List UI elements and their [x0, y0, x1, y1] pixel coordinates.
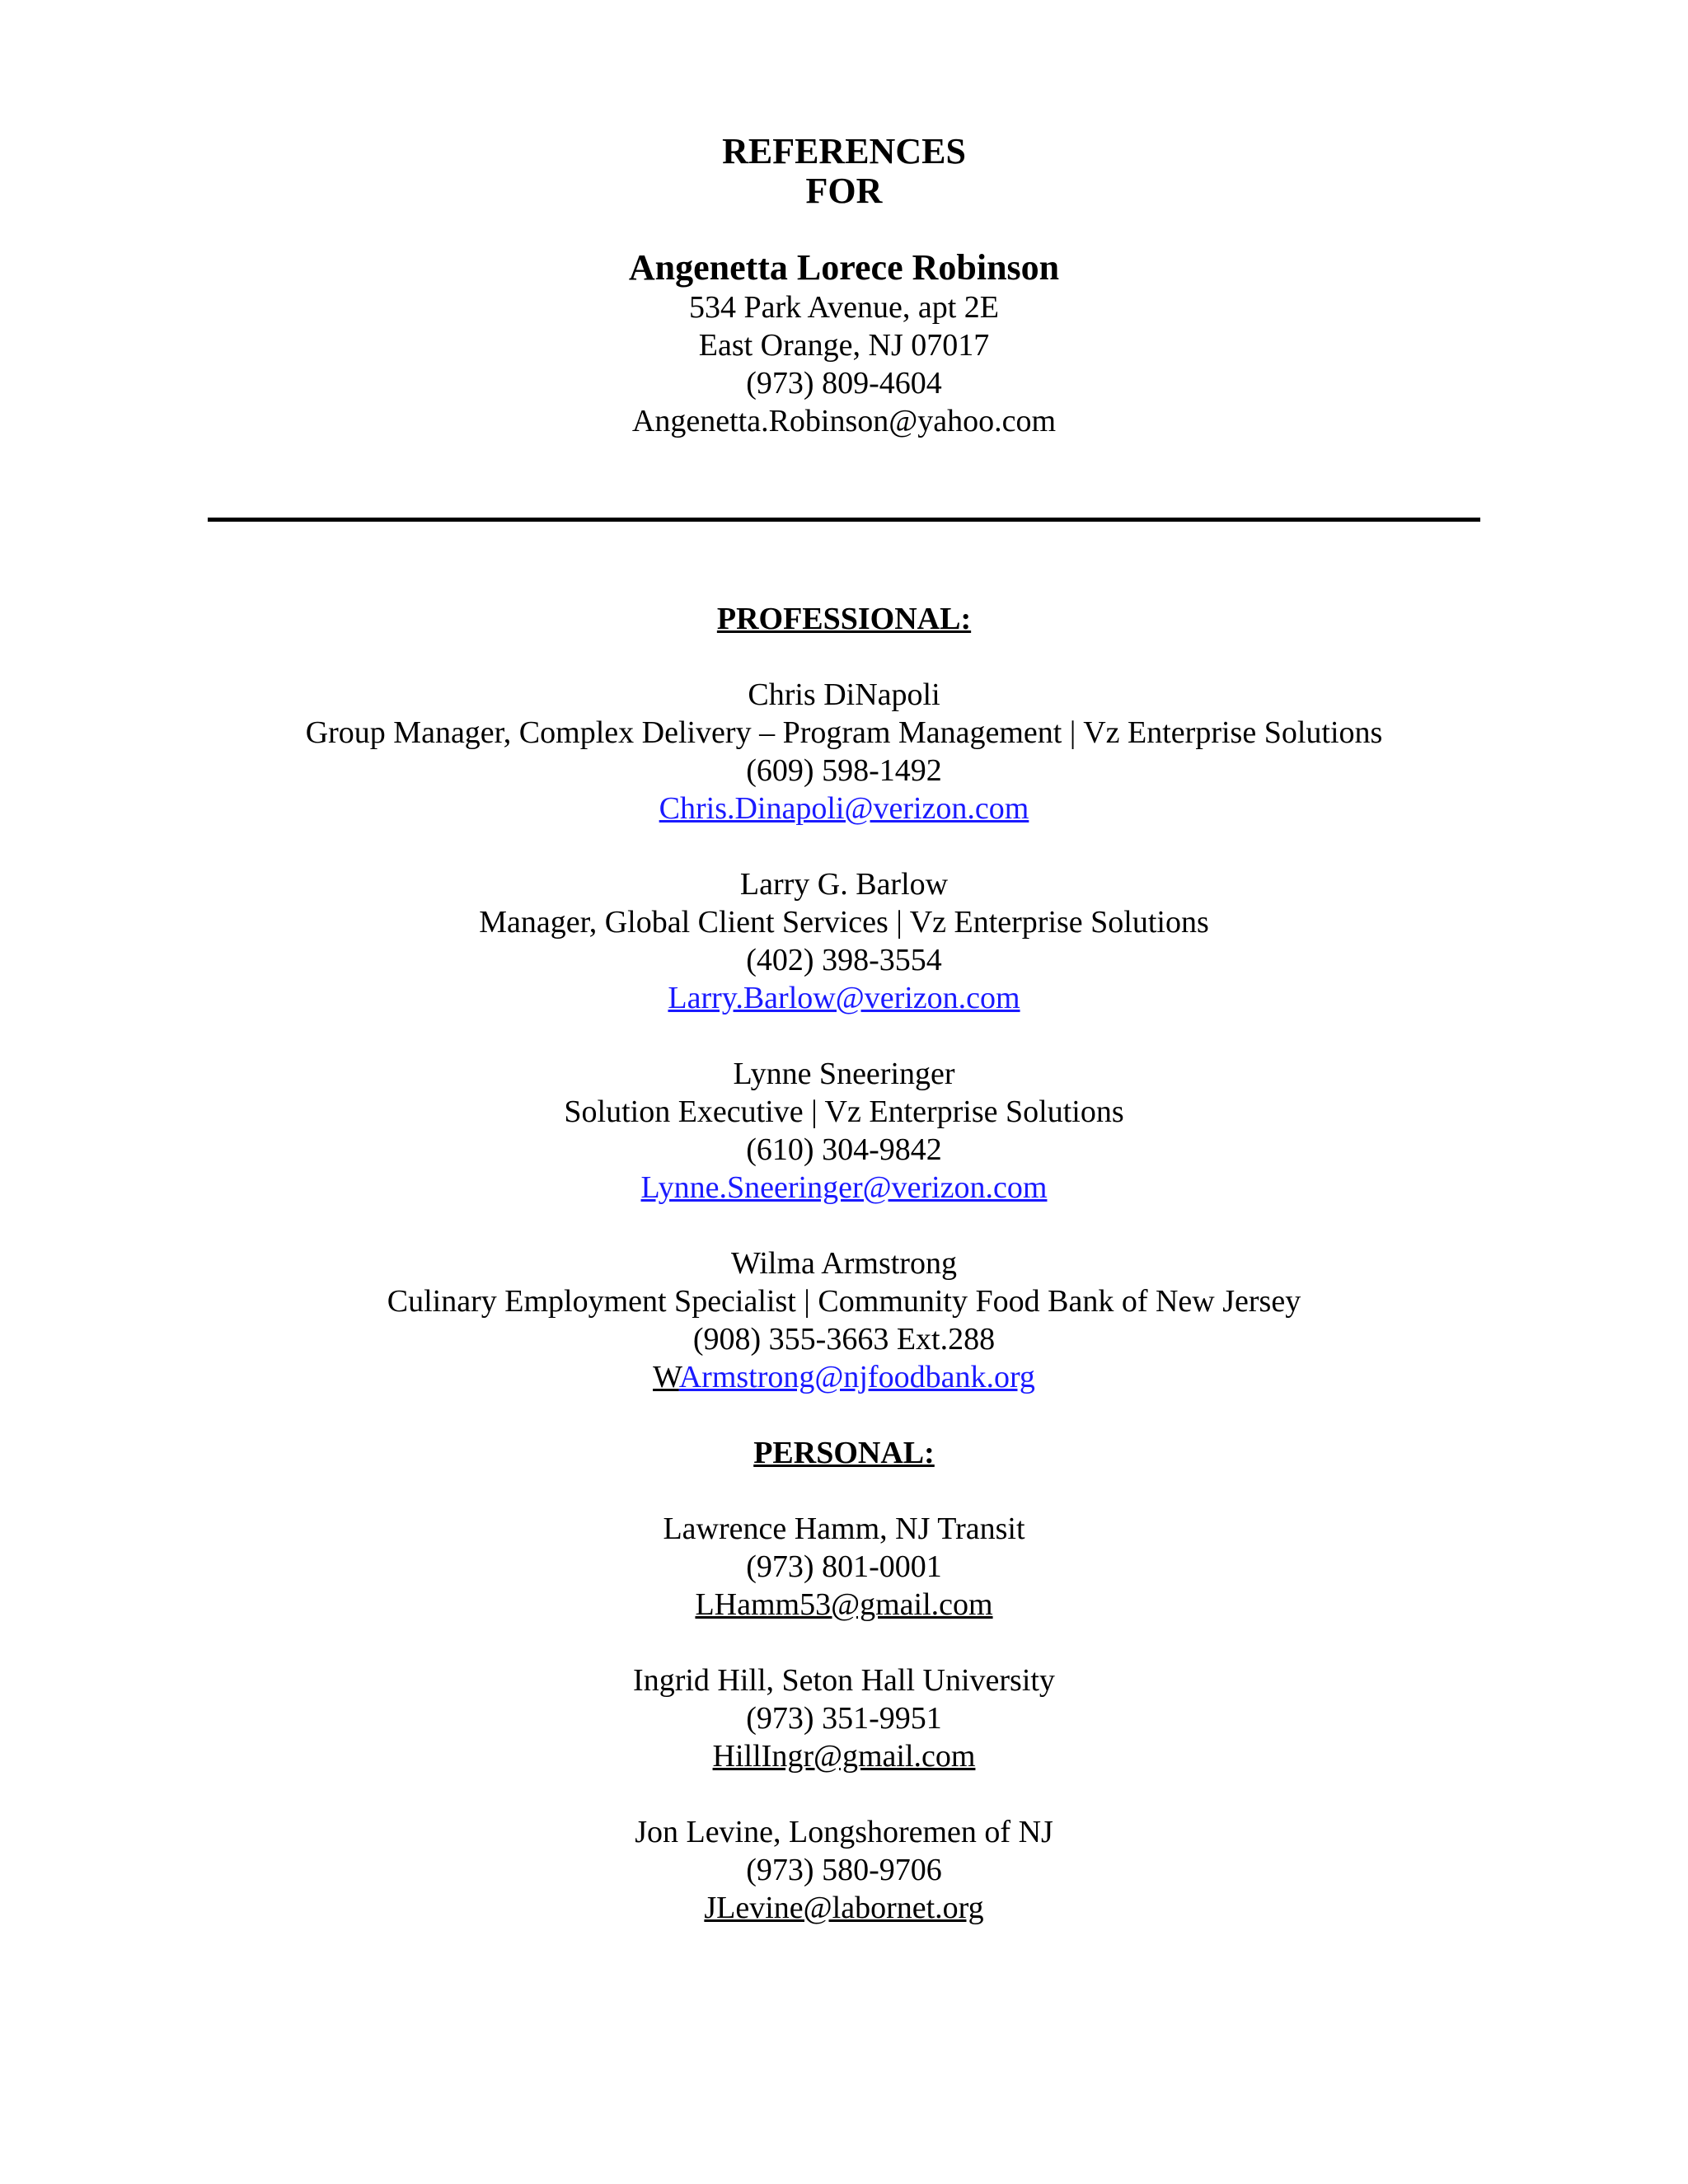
reference-email-link[interactable] — [0, 1358, 1688, 1396]
reference-phone: (973) 801-0001 — [746, 1549, 942, 1584]
references-body — [0, 600, 1688, 1927]
reference-email-rest[interactable]: Armstrong@njfoodbank.org — [678, 1360, 1035, 1394]
reference-name: Wilma Armstrong — [731, 1246, 957, 1281]
title-references: REFERENCES — [722, 131, 966, 171]
reference-name: Jon Levine, Longshoremen of NJ — [635, 1815, 1053, 1849]
reference-entry — [0, 676, 1688, 827]
reference-email-link[interactable]: Chris.Dinapoli@verizon.com — [659, 791, 1029, 826]
reference-entry — [0, 865, 1688, 1017]
professional-heading: PROFESSIONAL: — [716, 602, 972, 636]
horizontal-divider — [208, 518, 1480, 522]
reference-title: Solution Executive | Vz Enterprise Solutions — [564, 1094, 1124, 1129]
reference-phone: (973) 351-9951 — [746, 1701, 942, 1736]
reference-title: Group Manager, Complex Delivery – Program Management | Vz Enterprise Solutions — [305, 715, 1383, 750]
reference-email[interactable]: HillIngr@gmail.com — [712, 1739, 976, 1774]
reference-title: Manager, Global Client Services | Vz Enterprise Solutions — [479, 905, 1209, 940]
reference-name: Larry G. Barlow — [739, 867, 949, 902]
title-for: FOR — [805, 171, 883, 211]
reference-entry — [0, 1055, 1688, 1207]
applicant-email: Angenetta.Robinson@yahoo.com — [631, 404, 1057, 438]
personal-heading: PERSONAL: — [753, 1436, 935, 1470]
reference-phone: (610) 304-9842 — [746, 1132, 942, 1167]
reference-phone: (908) 355-3663 Ext.288 — [692, 1322, 996, 1357]
reference-email-first-char[interactable]: W — [653, 1360, 679, 1394]
applicant-phone: (973) 809-4604 — [746, 366, 942, 401]
reference-email[interactable]: LHamm53@gmail.com — [695, 1587, 993, 1622]
reference-entry — [0, 1510, 1688, 1624]
reference-entry — [0, 1661, 1688, 1775]
reference-entry — [0, 1244, 1688, 1396]
reference-email-link[interactable]: Lynne.Sneeringer@verizon.com — [640, 1170, 1048, 1205]
reference-entry — [0, 1813, 1688, 1927]
reference-title: Culinary Employment Specialist | Community Food Bank of New Jersey — [387, 1284, 1301, 1319]
applicant-name: Angenetta Lorece Robinson — [628, 247, 1060, 288]
reference-email-link[interactable]: Larry.Barlow@verizon.com — [668, 981, 1020, 1015]
reference-name: Chris DiNapoli — [748, 677, 940, 712]
reference-email[interactable]: JLevine@labornet.org — [704, 1891, 984, 1925]
applicant-address-line2: East Orange, NJ 07017 — [698, 328, 990, 363]
reference-name: Ingrid Hill, Seton Hall University — [633, 1663, 1055, 1698]
reference-name: Lynne Sneeringer — [733, 1057, 955, 1091]
reference-phone: (402) 398-3554 — [746, 943, 942, 977]
reference-name: Lawrence Hamm, NJ Transit — [663, 1511, 1025, 1546]
reference-phone: (609) 598-1492 — [746, 753, 942, 788]
document-header — [0, 132, 1688, 440]
applicant-address-line1: 534 Park Avenue, apt 2E — [688, 290, 1000, 325]
reference-phone: (973) 580-9706 — [746, 1853, 942, 1887]
